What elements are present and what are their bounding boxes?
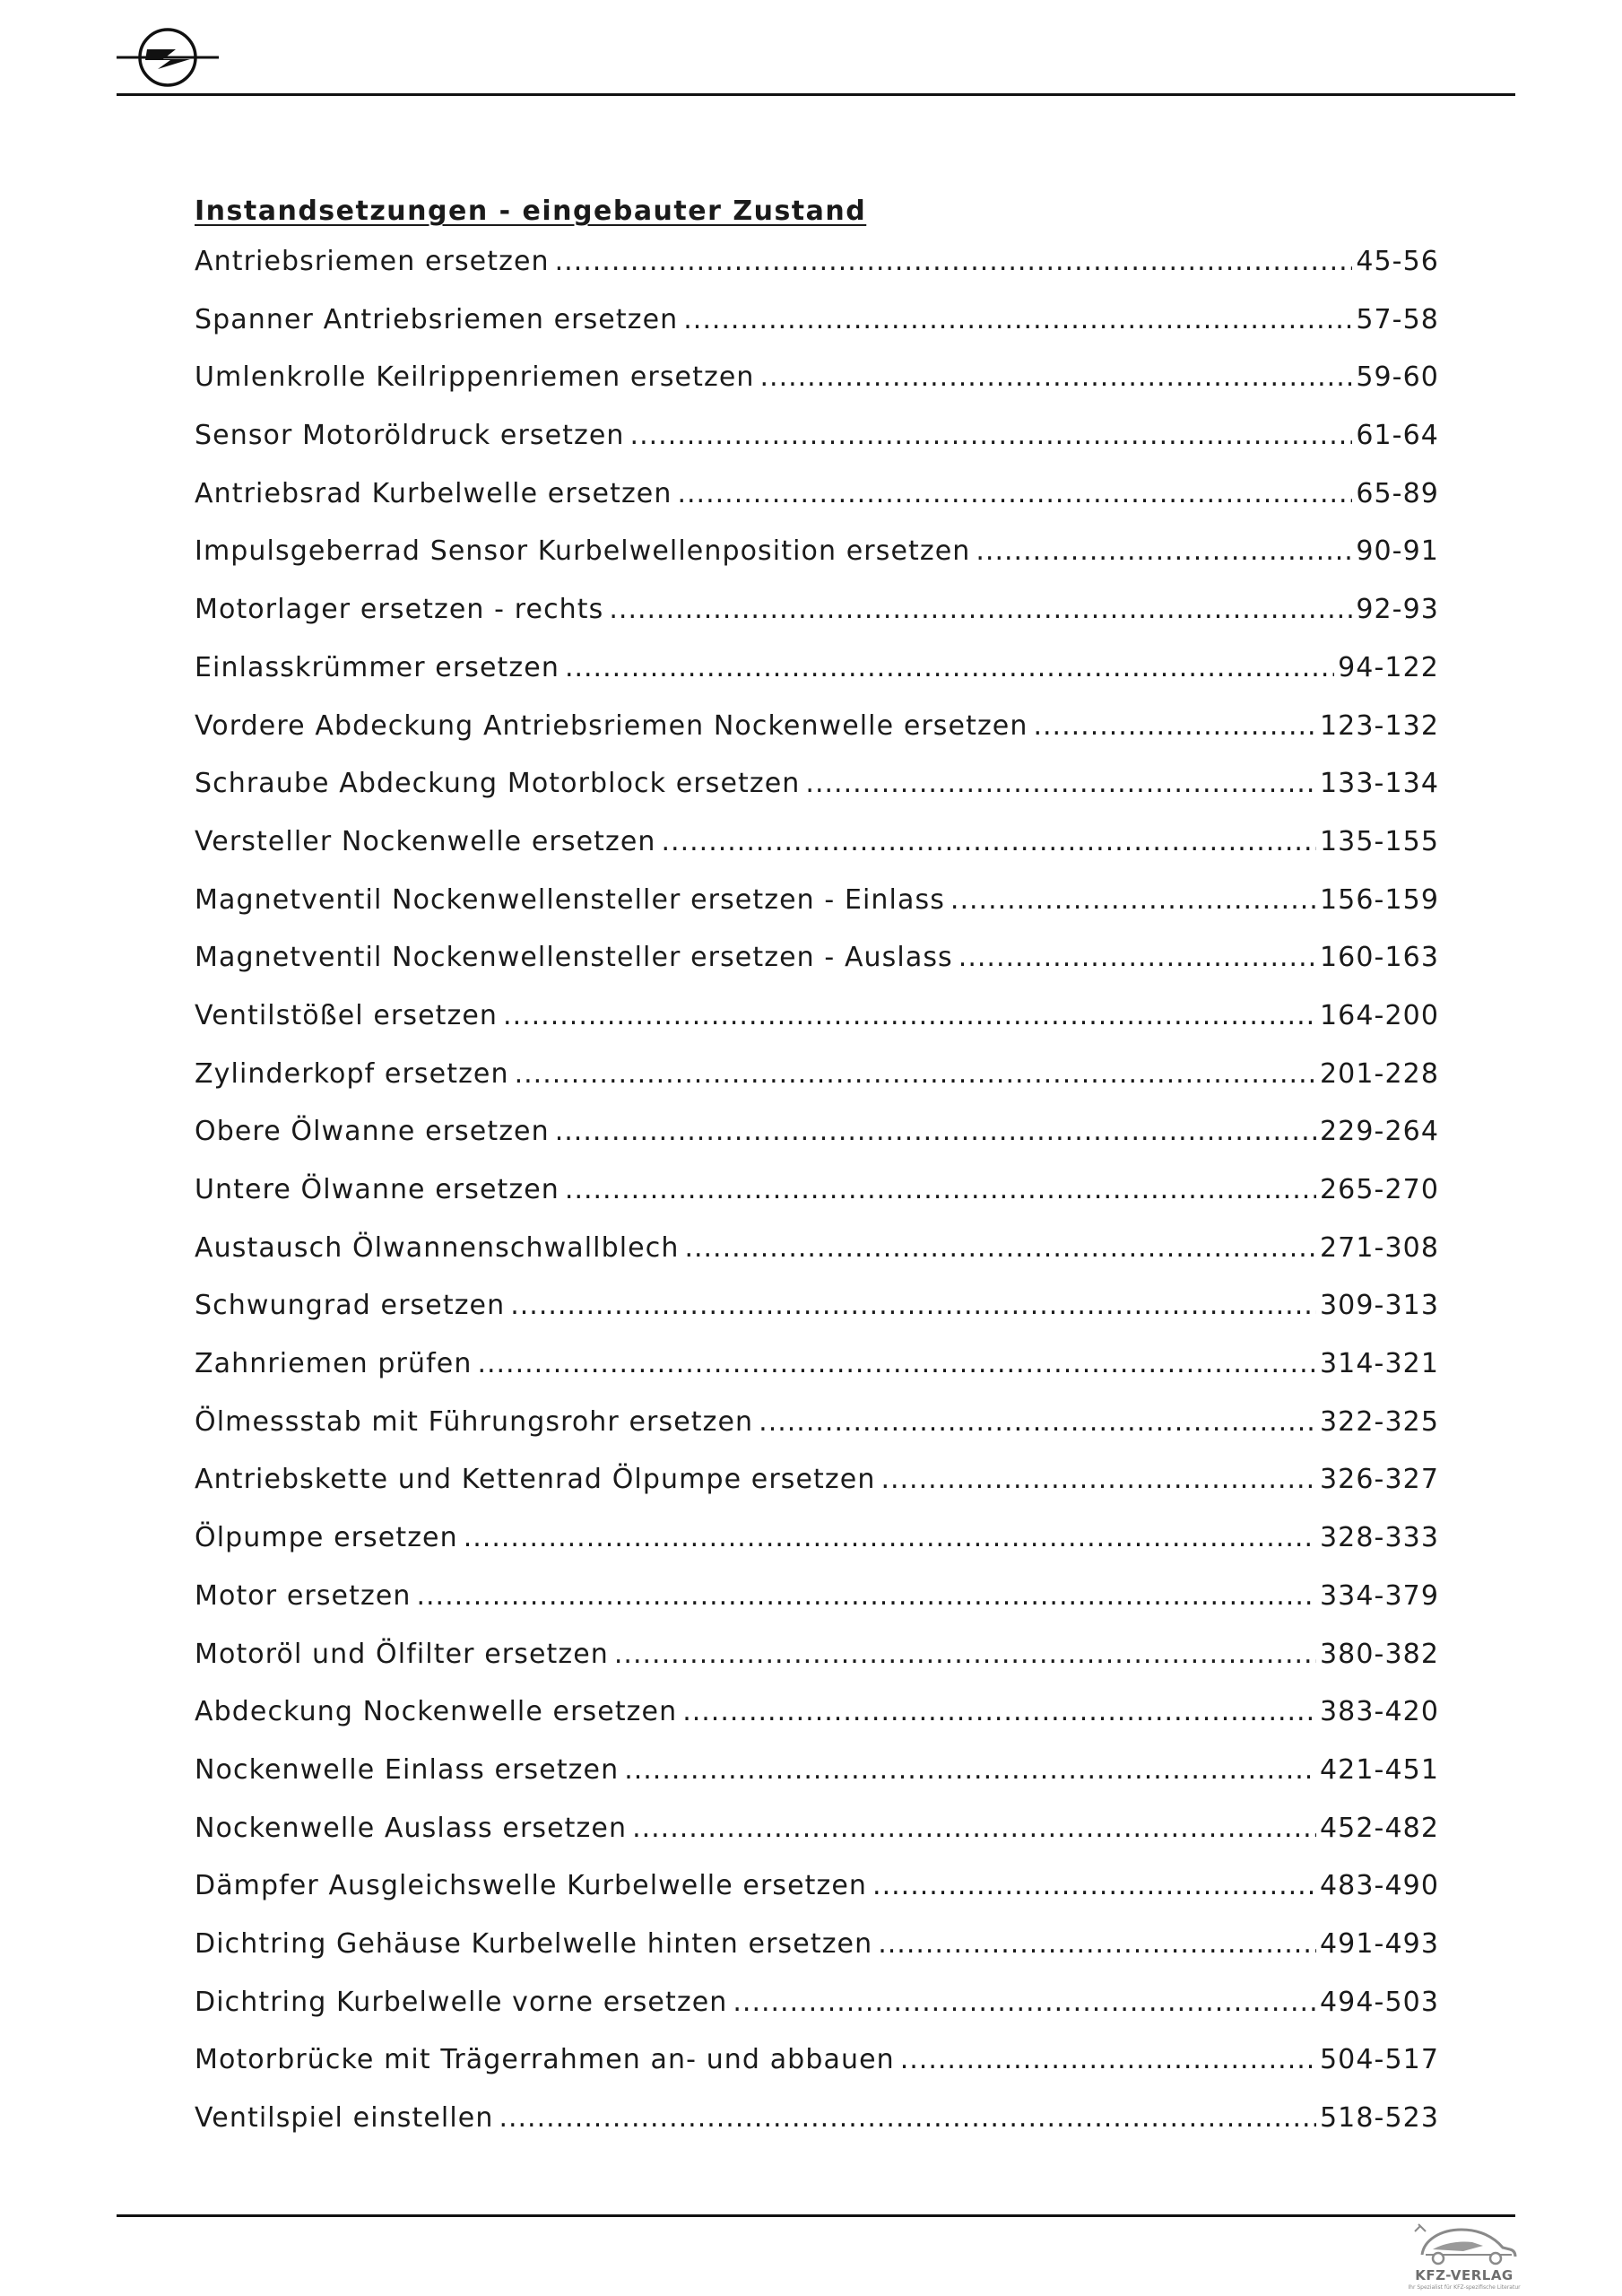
toc-entry-title: Ventilspiel einstellen — [195, 2102, 494, 2134]
toc-entry[interactable] — [195, 420, 1439, 478]
toc-entry-page-range: 328-333 — [1319, 1522, 1439, 1554]
toc-entry[interactable] — [195, 942, 1439, 1000]
dot-leader — [683, 304, 1352, 335]
toc-entry-page-range: 383-420 — [1319, 1696, 1439, 1728]
dot-leader — [515, 1058, 1316, 1090]
dot-leader — [555, 1116, 1316, 1147]
toc-entry[interactable] — [195, 1987, 1439, 2045]
toc-entry-title: Obere Ölwanne ersetzen — [195, 1116, 550, 1148]
dot-leader — [900, 2044, 1316, 2075]
toc-entry-page-range: 94-122 — [1338, 651, 1439, 683]
toc-entry-title: Dämpfer Ausgleichswelle Kurbelwelle ersetzen — [195, 1870, 868, 1902]
dot-leader — [1033, 710, 1315, 742]
dot-leader — [677, 478, 1352, 509]
toc-entry-page-range: 322-325 — [1319, 1405, 1439, 1438]
toc-entry[interactable] — [195, 535, 1439, 594]
toc-entry[interactable] — [195, 826, 1439, 884]
toc-entry-title: Vordere Abdeckung Antriebsriemen Nockenwelle ersetzen — [195, 709, 1028, 742]
toc-entry-page-range: 45-56 — [1356, 246, 1439, 277]
dot-leader — [878, 1928, 1316, 1960]
toc-entry-page-range: 380-382 — [1319, 1638, 1439, 1670]
toc-entry[interactable] — [195, 304, 1439, 362]
toc-section — [195, 188, 1439, 2161]
toc-entry-title: Motoröl und Ölfilter ersetzen — [195, 1638, 609, 1670]
dot-leader — [760, 361, 1353, 393]
toc-entry-title: Motor ersetzen — [195, 1579, 412, 1612]
toc-entry[interactable] — [195, 361, 1439, 420]
toc-entry-title: Antriebsriemen ersetzen — [195, 246, 550, 277]
toc-entry-title: Sensor Motoröldruck ersetzen — [195, 420, 625, 452]
dot-leader — [759, 1406, 1316, 1438]
toc-entry-title: Ventilstößel ersetzen — [195, 999, 499, 1031]
toc-entry[interactable] — [195, 1348, 1439, 1406]
dot-leader — [416, 1580, 1315, 1612]
toc-entry[interactable] — [195, 1754, 1439, 1813]
toc-entry-page-range: 265-270 — [1319, 1174, 1439, 1205]
toc-entry[interactable] — [195, 710, 1439, 769]
dot-leader — [464, 1522, 1316, 1553]
toc-entry-title: Antriebsrad Kurbelwelle ersetzen — [195, 477, 672, 509]
toc-entry[interactable] — [195, 1174, 1439, 1232]
toc-entry-page-range: 518-523 — [1319, 2102, 1439, 2134]
toc-entry-page-range: 494-503 — [1319, 1986, 1439, 2018]
toc-entry-page-range: 452-482 — [1319, 1812, 1439, 1844]
dot-leader — [632, 1813, 1316, 1844]
toc-entry[interactable] — [195, 1000, 1439, 1058]
toc-entry-title: Dichtring Gehäuse Kurbelwelle hinten ersetzen — [195, 1927, 873, 1960]
toc-entry-page-range: 326-327 — [1319, 1464, 1439, 1496]
toc-entry-page-range: 133-134 — [1319, 768, 1439, 800]
toc-entry-page-range: 491-493 — [1319, 1927, 1439, 1960]
toc-entry-title: Untere Ölwanne ersetzen — [195, 1174, 559, 1205]
dot-leader — [950, 884, 1316, 916]
dot-leader — [624, 1754, 1316, 1786]
toc-entry[interactable] — [195, 246, 1439, 304]
toc-entry[interactable] — [195, 1406, 1439, 1465]
publisher-logo — [1406, 2219, 1522, 2296]
publisher-tagline: Ihr Spezialist für KFZ-spezifische Literatur — [1408, 2284, 1521, 2291]
publisher-name: KFZ-VERLAG — [1415, 2267, 1514, 2283]
dot-leader — [609, 594, 1352, 625]
dot-leader — [684, 1232, 1316, 1264]
toc-entry-page-range: 92-93 — [1356, 594, 1439, 626]
toc-entry-page-range: 156-159 — [1319, 883, 1439, 916]
toc-entry-page-range: 160-163 — [1319, 942, 1439, 974]
toc-entry[interactable] — [195, 1639, 1439, 1697]
toc-entry-page-range: 309-313 — [1319, 1290, 1439, 1322]
section-title: Instandsetzungen - eingebauter Zustand — [195, 196, 867, 227]
dot-leader — [958, 942, 1316, 973]
toc-entry-title: Versteller Nockenwelle ersetzen — [195, 825, 656, 857]
toc-entry-title: Ölpumpe ersetzen — [195, 1522, 458, 1554]
toc-entry-page-range: 271-308 — [1319, 1231, 1439, 1264]
toc-entry[interactable] — [195, 1928, 1439, 1987]
dot-leader — [565, 1174, 1316, 1205]
toc-entry-title: Austausch Ölwannenschwallblech — [195, 1231, 680, 1264]
toc-entry[interactable] — [195, 2102, 1439, 2161]
toc-entry-page-range: 421-451 — [1319, 1753, 1439, 1786]
toc-entry-page-range: 90-91 — [1356, 535, 1439, 568]
dot-leader — [805, 768, 1316, 799]
toc-entry[interactable] — [195, 478, 1439, 536]
toc-entry-title: Magnetventil Nockenwellensteller ersetzen - Einlass — [195, 883, 945, 916]
toc-entry[interactable] — [195, 884, 1439, 943]
toc-entry[interactable] — [195, 1580, 1439, 1639]
car-wrench-icon — [1406, 2219, 1522, 2269]
toc-entry-page-range: 135-155 — [1319, 825, 1439, 857]
header-divider — [117, 93, 1515, 96]
toc-entry[interactable] — [195, 1464, 1439, 1522]
dot-leader — [880, 1464, 1316, 1495]
toc-entry[interactable] — [195, 1522, 1439, 1580]
toc-entry-title: Impulsgeberrad Sensor Kurbelwellenposition ersetzen — [195, 535, 971, 568]
dot-leader — [733, 1987, 1316, 2018]
toc-entry[interactable] — [195, 1813, 1439, 1871]
dot-leader — [510, 1290, 1316, 1321]
toc-entry[interactable] — [195, 2044, 1439, 2102]
toc-entry-page-range: 57-58 — [1356, 303, 1439, 335]
toc-entry-title: Ölmessstab mit Führungsrohr ersetzen — [195, 1405, 754, 1438]
toc-entry-title: Nockenwelle Einlass ersetzen — [195, 1753, 620, 1786]
toc-entry-title: Antriebskette und Kettenrad Ölpumpe ersetzen — [195, 1464, 876, 1496]
toc-entry-title: Umlenkrolle Keilrippenriemen ersetzen — [195, 361, 755, 394]
toc-entry-title: Schraube Abdeckung Motorblock ersetzen — [195, 768, 801, 800]
toc-entry-title: Zylinderkopf ersetzen — [195, 1057, 509, 1090]
toc-entry-page-range: 504-517 — [1319, 2044, 1439, 2076]
toc-entry-page-range: 123-132 — [1319, 709, 1439, 742]
toc-entry[interactable] — [195, 1696, 1439, 1754]
dot-leader — [614, 1639, 1316, 1670]
footer-divider — [117, 2214, 1515, 2217]
toc-entry[interactable] — [195, 1290, 1439, 1348]
toc-entry-page-range: 59-60 — [1356, 361, 1439, 394]
dot-leader — [872, 1870, 1316, 1901]
dot-leader — [976, 535, 1352, 567]
toc-entry-title: Spanner Antriebsriemen ersetzen — [195, 303, 679, 335]
toc-entry[interactable] — [195, 768, 1439, 826]
toc-entry-page-range: 483-490 — [1319, 1870, 1439, 1902]
dot-leader — [630, 420, 1353, 451]
toc-entry-title: Magnetventil Nockenwellensteller ersetzen - Auslass — [195, 942, 953, 974]
toc-list — [195, 246, 1439, 2161]
toc-entry-title: Abdeckung Nockenwelle ersetzen — [195, 1696, 678, 1728]
dot-leader — [477, 1348, 1316, 1379]
toc-entry-title: Zahnriemen prüfen — [195, 1348, 473, 1380]
dot-leader — [565, 652, 1334, 683]
toc-entry-page-range: 201-228 — [1319, 1057, 1439, 1090]
toc-entry-page-range: 314-321 — [1319, 1348, 1439, 1380]
dot-leader — [662, 826, 1316, 857]
toc-entry-title: Dichtring Kurbelwelle vorne ersetzen — [195, 1986, 728, 2018]
dot-leader — [503, 1000, 1316, 1031]
toc-entry-page-range: 229-264 — [1319, 1116, 1439, 1148]
toc-entry-title: Einlasskrümmer ersetzen — [195, 651, 559, 683]
toc-entry[interactable] — [195, 1058, 1439, 1117]
toc-entry-title: Schwungrad ersetzen — [195, 1290, 506, 1322]
toc-entry[interactable] — [195, 1870, 1439, 1928]
toc-entry[interactable] — [195, 594, 1439, 652]
dot-leader — [555, 246, 1353, 277]
brand-logo-icon — [115, 20, 221, 95]
toc-entry-page-range: 164-200 — [1319, 999, 1439, 1031]
toc-entry[interactable] — [195, 652, 1439, 710]
toc-entry-title: Motorlager ersetzen - rechts — [195, 594, 604, 626]
toc-entry-page-range: 334-379 — [1319, 1579, 1439, 1612]
toc-entry-page-range: 61-64 — [1356, 420, 1439, 452]
toc-entry[interactable] — [195, 1232, 1439, 1291]
dot-leader — [682, 1696, 1316, 1727]
toc-entry-page-range: 65-89 — [1356, 477, 1439, 509]
toc-entry-title: Motorbrücke mit Trägerrahmen an- und abbauen — [195, 2044, 895, 2076]
dot-leader — [499, 2102, 1316, 2134]
toc-entry[interactable] — [195, 1116, 1439, 1174]
toc-entry-title: Nockenwelle Auslass ersetzen — [195, 1812, 628, 1844]
